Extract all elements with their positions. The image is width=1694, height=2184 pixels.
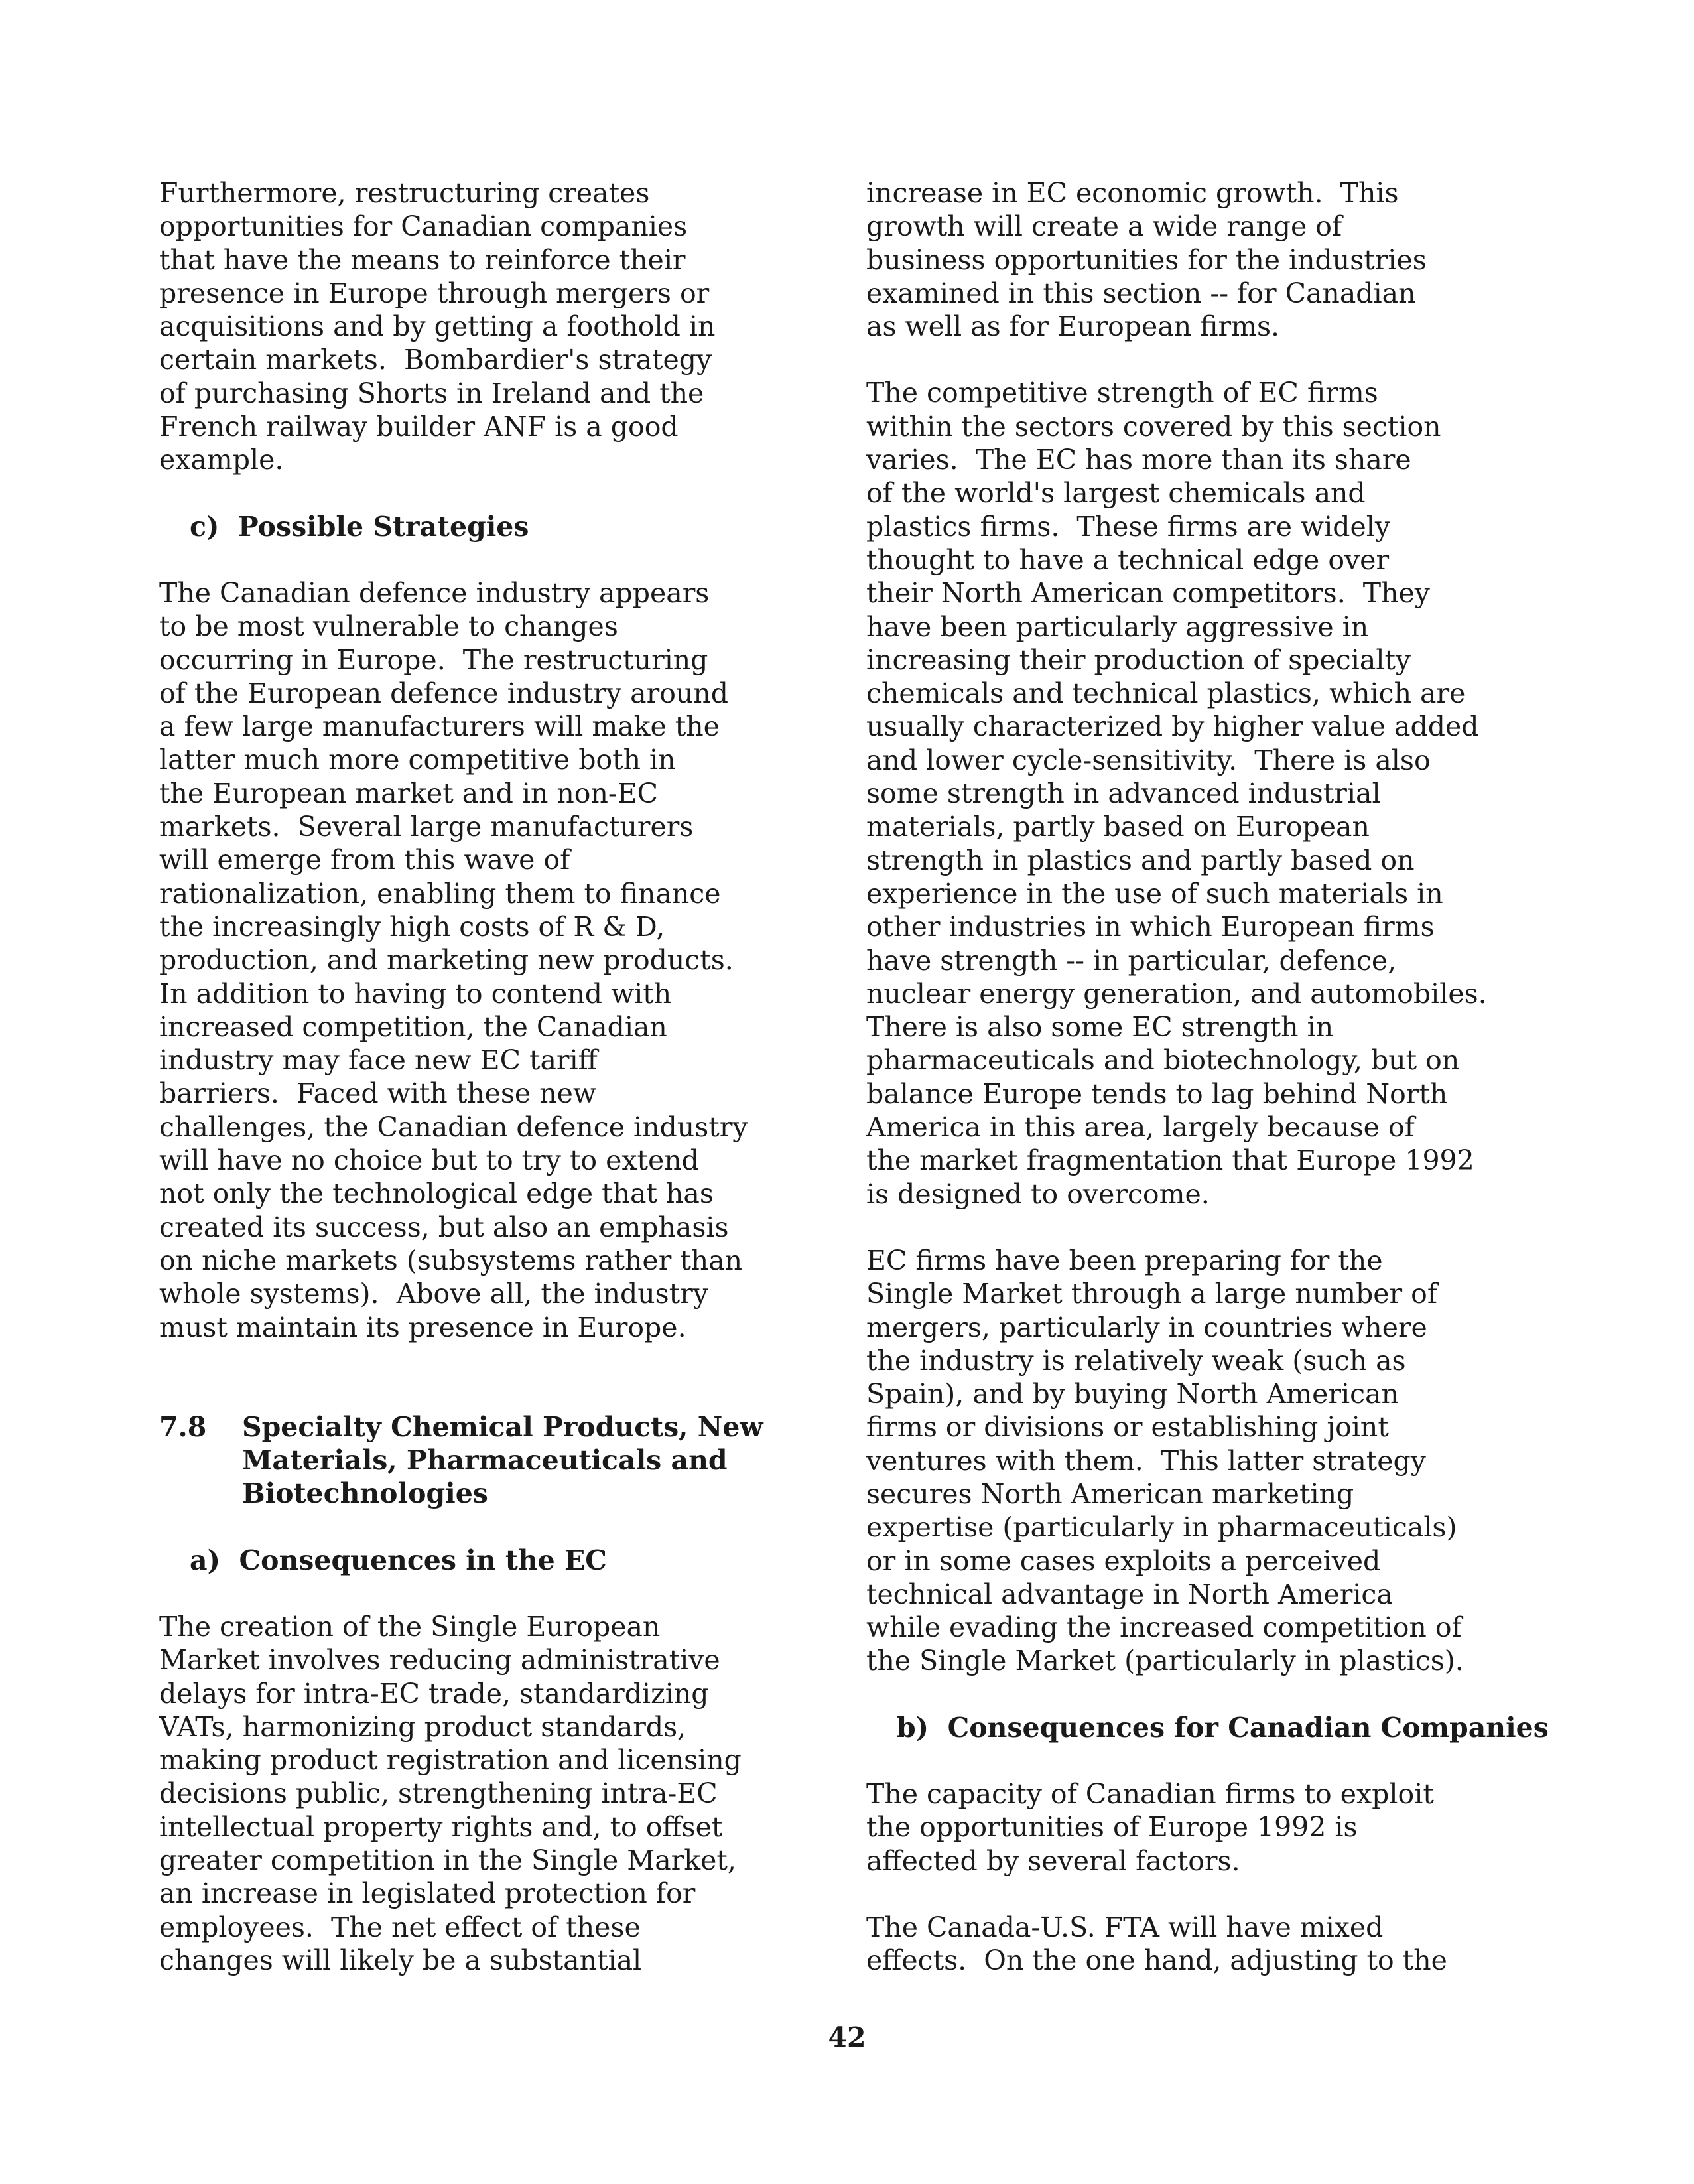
right-column [866,176,1553,1978]
section-number: 7.8 [159,1410,207,1443]
paragraph-fta: The Canada-U.S. FTA will have mixed effects. On the one hand, adjusting to the [866,1911,1447,1977]
paragraph-capacity: The capacity of Canadian firms to exploit the opportunities of Europe 1992 is affected by several factors. [866,1778,1434,1877]
section-heading-7-8 [159,1410,822,1511]
subheading-possible-strategies: c) Possible Strategies [190,510,529,543]
left-column [159,176,822,1977]
paragraph-defence-industry: The Canadian defence industry appears to be most vulnerable to changes occurring in Europe. The restructuring of the European defence industry around a few large manufacturers will make the latter much more competitive both in the European market and in non-EC markets. Several large manufacturers will emerge from this wave of rationalization, enabling them to finance the increasingly high costs of R & D, production, and marketing new products. In addition to having to contend with increased competition, the Canadian industry may face new EC tariff barriers. Faced with these new challenges, the Canadian defence industry will have no choice but to try to extend not only the technological edge that has created its success, but also an emphasis on niche markets (subsystems rather than whole systems). Above all, the industry must maintain its presence in Europe. [159,577,748,1343]
paragraph-preparing-single-market: EC firms have been preparing for the Single Market through a large number of mergers, particularly in countries where the industry is relatively weak (such as Spain), and by buying North American firms or divisions or establishing joint ventures with them. This latter strategy secures North American marketing expertise (particularly in pharmaceuticals) or in some cases exploits a perceived technical advantage in North America while evading the increased competition of the Single Market (particularly in plastics). [866,1244,1464,1677]
paragraph-economic-growth: increase in EC economic growth. This growth will create a wide range of business opportunities for the industries examined in this section -- for Canadian as well as for European firms. [866,177,1427,343]
paragraph-restructuring: Furthermore, restructuring creates opportunities for Canadian companies that have the means to reinforce their presence in Europe through mergers or acquisitions and by getting a foothold in certain markets. Bombardier's strategy of purchasing Shorts in Ireland and the French railway builder ANF is a good example. [159,177,716,476]
subheading-consequences-canadian: b) Consequences for Canadian Companies [897,1711,1549,1743]
page-number: 42 [828,2021,866,2053]
section-title: Specialty Chemical Products, New Materials, Pharmaceuticals and Biotechnologies [242,1410,763,1510]
paragraph-competitive-strength: The competitive strength of EC firms within the sectors covered by this section varies. The EC has more than its share of the world's largest chemicals and plastics firms. These firms are widely thought to have a technical edge over their North American competitors. They have been particularly aggressive in increasing their production of specialty chemicals and technical plastics, which are usually characterized by higher value added and lower cycle-sensitivity. There is also some strength in advanced industrial materials, partly based on European strength in plastics and partly based on experience in the use of such materials in other industries in which European firms have strength -- in particular, defence, nuclear energy generation, and automobiles. There is also some EC strength in pharmaceuticals and biotechnology, but on balance Europe tends to lag behind North America in this area, largely because of the market fragmentation that Europe 1992 is designed to overcome. [866,377,1487,1210]
subheading-consequences-ec: a) Consequences in the EC [190,1544,607,1576]
paragraph-single-market: The creation of the Single European Market involves reducing administrative delays for intra-EC trade, standardizing VATs, harmonizing product standards, making product registration and licensing decisions public, strengthening intra-EC intellectual property rights and, to offset greater competition in the Single Market, an increase in legislated protection for employees. The net effect of these changes will likely be a substantial [159,1610,742,1976]
